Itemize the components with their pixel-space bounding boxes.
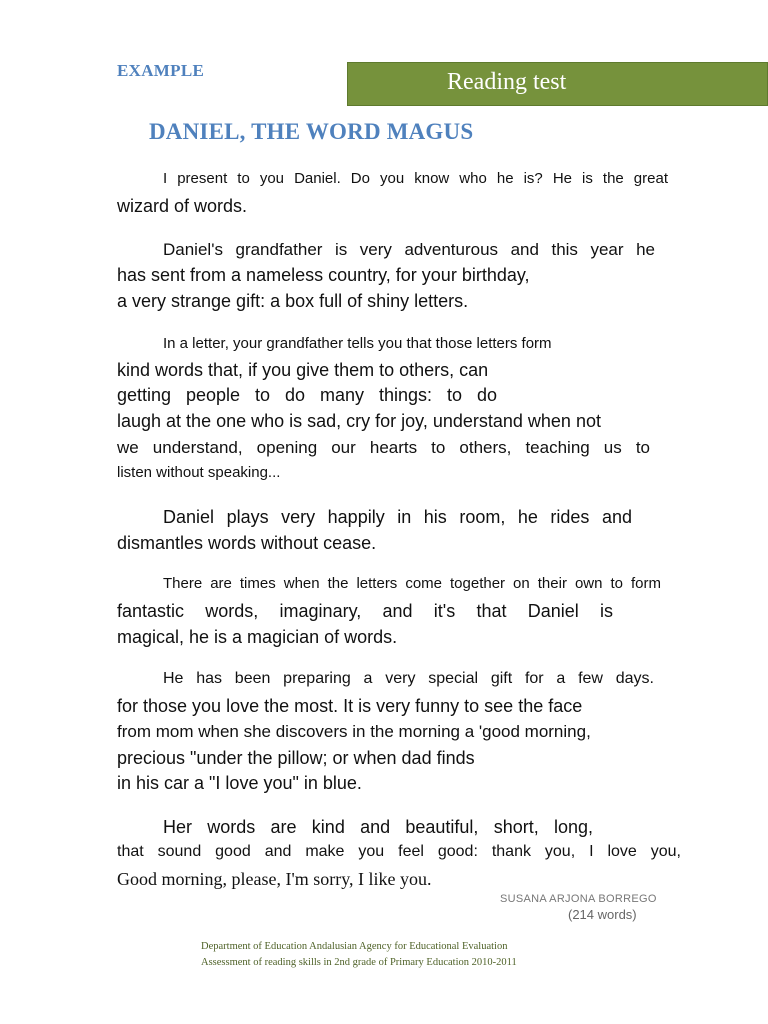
word-count: (214 words) bbox=[568, 907, 637, 922]
text-line: Daniel plays very happily in his room, he rides and bbox=[163, 507, 632, 527]
text-line: He has been preparing a very special gift for a few days. bbox=[163, 670, 654, 687]
author-name: SUSANA ARJONA BORREGO bbox=[500, 893, 657, 905]
footer-line-1: Department of Education Andalusian Agency for Educational Evaluation bbox=[201, 941, 508, 952]
text-line: There are times when the letters come together on their own to form bbox=[163, 575, 661, 592]
text-line: precious "under the pillow; or when dad finds bbox=[117, 748, 475, 768]
text-line: dismantles words without cease. bbox=[117, 533, 377, 553]
text-line: Daniel's grandfather is very adventurous and this year he bbox=[163, 240, 655, 259]
text-line: we understand, opening our hearts to others, teaching us to bbox=[117, 438, 650, 457]
text-line: kind words that, if you give them to others, can bbox=[117, 360, 489, 380]
text-line: has sent from a nameless country, for your birthday, bbox=[117, 265, 530, 285]
text-line: a very strange gift: a box full of shiny letters. bbox=[117, 291, 469, 311]
text-line: In a letter, your grandfather tells you that those letters form bbox=[163, 335, 552, 352]
story-title: DANIEL, THE WORD MAGUS bbox=[149, 119, 474, 144]
text-line: listen without speaking... bbox=[117, 464, 281, 481]
text-line: fantastic words, imaginary, and it's that Daniel is bbox=[117, 601, 613, 621]
text-line: I present to you Daniel. Do you know who he is? He is the great bbox=[163, 170, 668, 187]
reading-test-banner bbox=[347, 62, 768, 106]
text-line: that sound good and make you feel good: thank you, I love you, bbox=[117, 843, 681, 860]
text-line: laugh at the one who is sad, cry for joy, understand when not bbox=[117, 411, 601, 431]
text-line: getting people to do many things: to do bbox=[117, 385, 497, 405]
text-line: Good morning, please, I'm sorry, I like you. bbox=[117, 869, 432, 889]
text-line: from mom when she discovers in the morning a 'good morning, bbox=[117, 722, 591, 741]
footer-line-2: Assessment of reading skills in 2nd grade of Primary Education 2010-2011 bbox=[201, 957, 517, 968]
text-line: for those you love the most. It is very funny to see the face bbox=[117, 696, 583, 716]
banner-text: Reading test bbox=[447, 69, 567, 95]
text-line: in his car a "I love you" in blue. bbox=[117, 773, 362, 793]
example-label: EXAMPLE bbox=[117, 61, 205, 80]
text-line: magical, he is a magician of words. bbox=[117, 627, 398, 647]
text-line: wizard of words. bbox=[117, 196, 248, 216]
text-line: Her words are kind and beautiful, short, long, bbox=[163, 817, 593, 837]
